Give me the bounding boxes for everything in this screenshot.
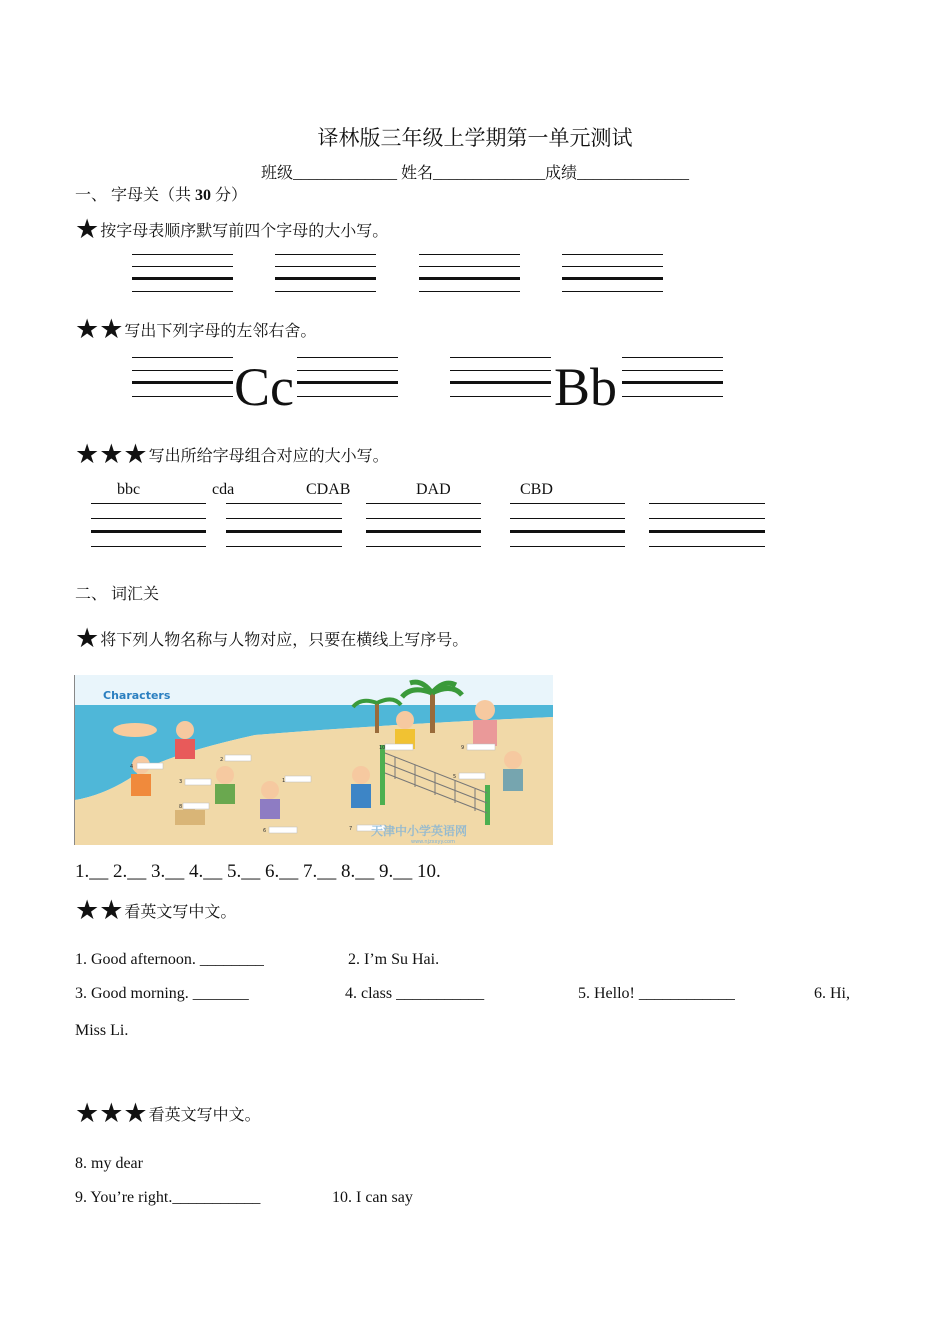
page-title: 译林版三年级上学期第一单元测试 <box>317 126 633 150</box>
question-8[interactable]: 8. my dear <box>75 1155 143 1172</box>
pic-number: 3 <box>179 779 183 785</box>
score-label: 成绩 <box>545 165 578 182</box>
four-line-grid[interactable] <box>297 357 398 397</box>
pic-number: 4 <box>130 764 134 770</box>
four-line-grid[interactable] <box>562 254 663 292</box>
four-line-grid[interactable] <box>132 254 233 292</box>
question-2[interactable]: 2. I’m Su Hai. <box>348 951 440 968</box>
four-line-grid[interactable] <box>132 357 233 397</box>
pic-number: 1 <box>282 778 286 784</box>
word-bbc: bbc <box>117 481 141 498</box>
word-DAD: DAD <box>416 481 451 498</box>
picture-watermark-url: www.njzxxyy.com <box>411 839 455 845</box>
star-icon: ★★ <box>75 314 124 344</box>
beach-characters-picture <box>74 675 553 845</box>
name-blank[interactable]: ______________ <box>433 165 545 182</box>
section1-heading: 一、 字母关（共 30 分） <box>75 187 248 204</box>
four-line-grid[interactable] <box>366 503 481 547</box>
four-line-grid[interactable] <box>275 254 376 292</box>
star-icon: ★ <box>75 214 100 244</box>
matching-answer-line[interactable]: 1.__ 2.__ 3.__ 4.__ 5.__ 6.__ 7.__ 8.__ 9.__ 10. <box>75 861 441 882</box>
section2-heading: 二、 词汇关 <box>75 586 160 603</box>
question-3[interactable]: 3. Good morning. _______ <box>75 985 249 1002</box>
question-5[interactable]: 5. Hello! ____________ <box>578 985 735 1002</box>
score-blank[interactable]: ______________ <box>577 165 690 182</box>
pic-number: 5 <box>453 774 457 780</box>
class-label: 班级 <box>260 165 293 182</box>
letter-Bb: Bb <box>554 357 618 417</box>
letter-Cc: Cc <box>234 357 294 417</box>
word-cda: cda <box>212 481 235 498</box>
word-CDAB: CDAB <box>306 481 351 498</box>
four-line-grid[interactable] <box>419 254 520 292</box>
pic-number: 9 <box>461 745 465 751</box>
star-icon: ★★★ <box>75 439 148 469</box>
question-4[interactable]: 4. class ___________ <box>345 985 485 1002</box>
pic-number: 10 <box>379 745 386 751</box>
four-line-grid[interactable] <box>649 503 765 547</box>
name-label: 姓名 <box>396 165 433 182</box>
task2-instruction: ★★ 写出下列字母的左邻右舍。 <box>75 314 317 344</box>
pic-number: 8 <box>179 804 183 810</box>
star-icon: ★★ <box>75 895 124 925</box>
question-9[interactable]: 9. You’re right.___________ <box>75 1189 261 1206</box>
question-10[interactable]: 10. I can say <box>332 1189 413 1206</box>
four-line-grid[interactable] <box>510 503 625 547</box>
star-icon: ★★★ <box>75 1098 148 1128</box>
picture-watermark: 天津中小学英语网 <box>371 824 468 838</box>
four-line-grid[interactable] <box>91 503 206 547</box>
section2-task2-instruction: ★★ 看英文写中文。 <box>75 895 237 925</box>
question-6-continued: Miss Li. <box>75 1022 129 1039</box>
section2-task3-instruction: ★★★ 看英文写中文。 <box>75 1098 261 1128</box>
pic-number: 7 <box>349 826 353 832</box>
pic-number: 6 <box>263 828 267 834</box>
beach-illustration <box>75 675 553 845</box>
task3-instruction: ★★★ 写出所给字母组合对应的大小写。 <box>75 439 389 469</box>
student-info-line <box>0 160 950 183</box>
section2-task1-instruction: ★ 将下列人物名称与人物对应，只要在横线上写序号。 <box>75 623 469 653</box>
question-6[interactable]: 6. Hi, <box>814 985 850 1002</box>
task1-instruction: ★ 按字母表顺序默写前四个字母的大小写。 <box>75 214 389 244</box>
pic-number: 2 <box>220 757 224 763</box>
star-icon: ★ <box>75 623 100 653</box>
four-line-grid[interactable] <box>226 503 342 547</box>
picture-caption: Characters <box>103 689 171 702</box>
class-blank[interactable]: _____________ <box>292 165 397 182</box>
question-1[interactable]: 1. Good afternoon. ________ <box>75 951 264 968</box>
four-line-grid[interactable] <box>622 357 723 397</box>
four-line-grid[interactable] <box>450 357 551 397</box>
word-CBD: CBD <box>520 481 553 498</box>
